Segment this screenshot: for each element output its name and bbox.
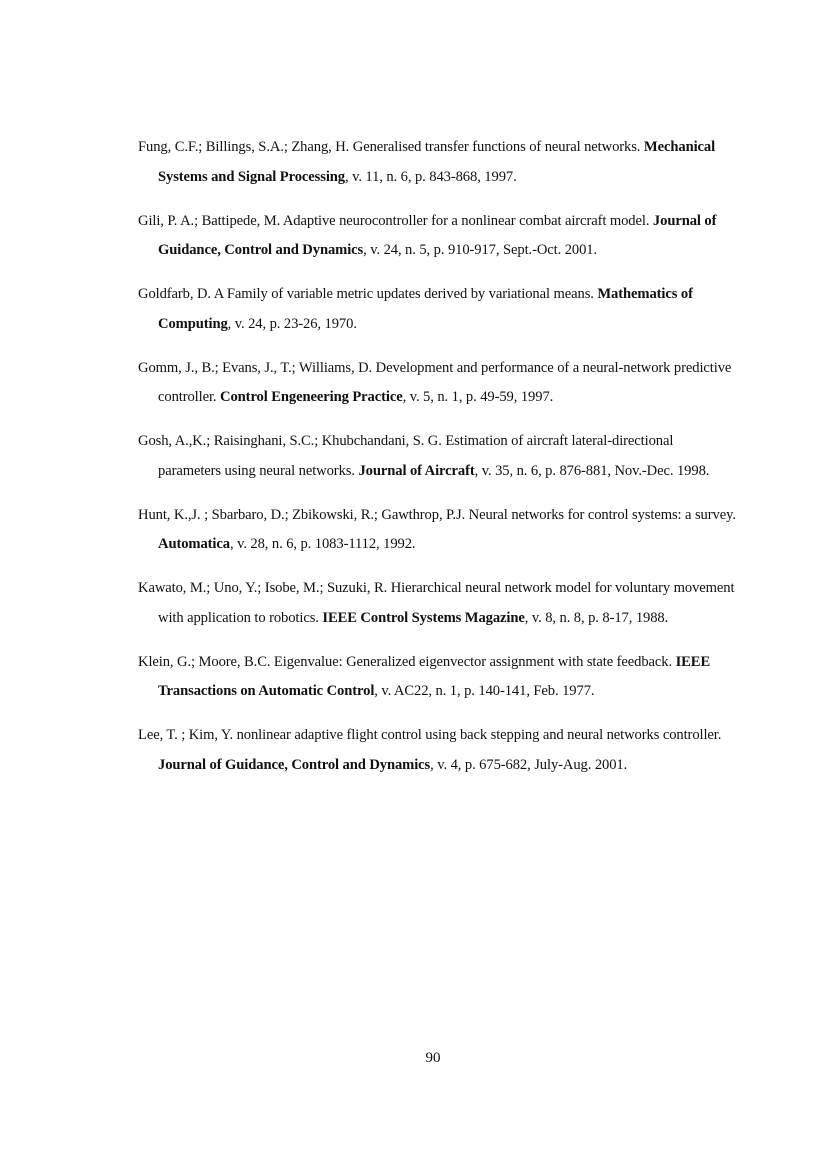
reference-journal: Journal of Aircraft (358, 462, 475, 479)
reference-entry (138, 354, 738, 413)
reference-journal: Control Engeneering Practice (220, 389, 403, 405)
reference-authors-title: Kawato, M.; Uno, Y.; Isobe, M.; Suzuki, R. Hierarchical neural network model for voluntary movement with application to robotics. (138, 580, 735, 626)
reference-authors-title: Gosh, A.,K.; Raisinghani, S.C.; Khubchandani, S. G. Estimation of aircraft lateral-directional parameters using neural networks. (138, 433, 674, 479)
reference-details: , v. 11, n. 6, p. 843-868, 1997. (344, 168, 517, 185)
reference-journal: Mechanical Systems and Signal Processing (158, 139, 716, 185)
reference-entry (138, 280, 738, 339)
reference-entry (138, 207, 738, 266)
reference-entry (138, 133, 738, 192)
reference-authors-title: Gili, P. A.; Battipede, M. Adaptive neurocontroller for a nonlinear combat aircraft model. (138, 212, 653, 229)
reference-list (138, 133, 738, 795)
reference-journal: IEEE Transactions on Automatic Control (158, 653, 711, 699)
reference-authors-title: Hunt, K.,J. ; Sbarbaro, D.; Zbikowski, R.; Gawthrop, P.J. Neural networks for control systems: a survey. (138, 506, 736, 523)
reference-entry (138, 501, 738, 560)
reference-journal: Automatica (158, 536, 230, 552)
page-number: 90 (425, 1050, 441, 1066)
reference-details: , v. AC22, n. 1, p. 140-141, Feb. 1977. (374, 683, 595, 699)
reference-authors-title: Klein, G.; Moore, B.C. Eigenvalue: Generalized eigenvector assignment with state feedback. (138, 653, 676, 670)
reference-details: , v. 8, n. 8, p. 8-17, 1988. (524, 609, 669, 626)
reference-entry (138, 427, 738, 486)
reference-details: , v. 35, n. 6, p. 876-881, Nov.-Dec. 1998. (474, 462, 710, 479)
reference-entry (138, 574, 738, 633)
reference-authors-title: Fung, C.F.; Billings, S.A.; Zhang, H. Generalised transfer functions of neural networks. (138, 139, 644, 155)
reference-details: , v. 24, p. 23-26, 1970. (227, 315, 357, 332)
reference-journal: Journal of Guidance, Control and Dynamics (158, 212, 717, 258)
reference-journal: Mathematics of Computing (158, 286, 693, 332)
reference-details: , v. 24, n. 5, p. 910-917, Sept.-Oct. 2001. (363, 242, 598, 258)
reference-authors-title: Goldfarb, D. A Family of variable metric updates derived by variational means. (138, 286, 598, 302)
reference-authors-title: Gomm, J., B.; Evans, J., T.; Williams, D. Development and performance of a neural-network predictive controller. (138, 359, 732, 405)
reference-details: , v. 5, n. 1, p. 49-59, 1997. (402, 389, 554, 405)
reference-entry (138, 721, 738, 780)
reference-journal: Journal of Guidance, Control and Dynamics (158, 756, 431, 773)
reference-details: , v. 4, p. 675-682, July-Aug. 2001. (430, 756, 628, 773)
reference-authors-title: Lee, T. ; Kim, Y. nonlinear adaptive flight control using back stepping and neural networks controller. (138, 727, 722, 743)
reference-entry (138, 648, 738, 707)
reference-journal: IEEE Control Systems Magazine (322, 609, 525, 626)
reference-details: , v. 28, n. 6, p. 1083-1112, 1992. (229, 536, 416, 552)
